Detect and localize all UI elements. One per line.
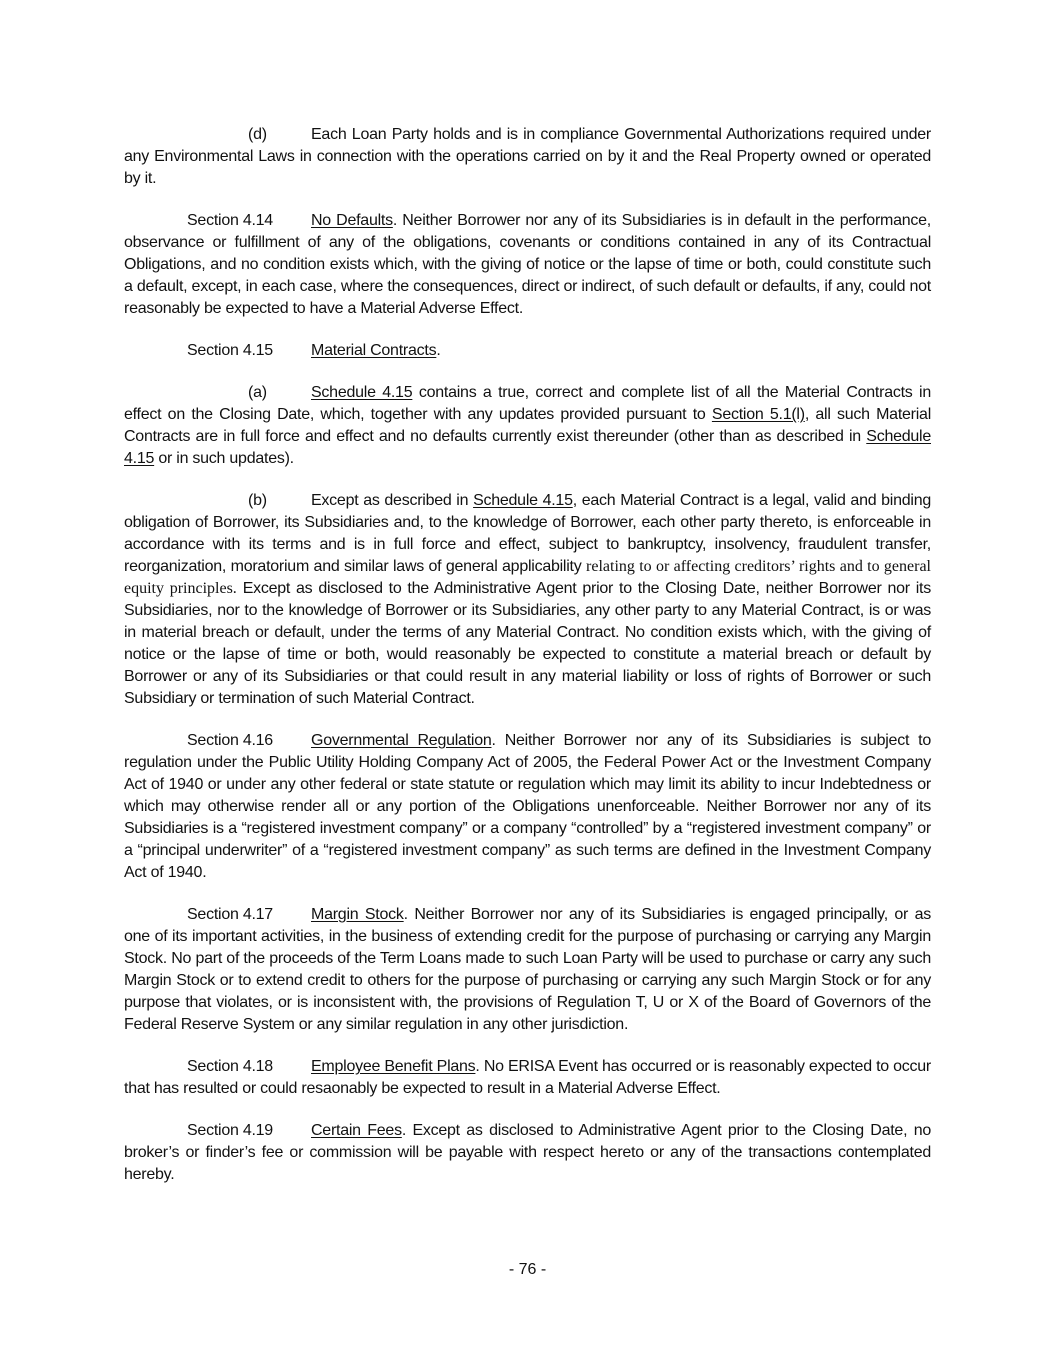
section-title: Certain Fees — [311, 1122, 402, 1139]
section-number: Section 4.14 — [187, 212, 273, 229]
section-number: Section 4.15 — [187, 342, 273, 359]
section-title: No Defaults — [311, 212, 393, 229]
clause-text: contains a true, correct and complete list of all the Material Contracts in effect on the Closing Date, which, together with any updates provided pursuant to — [124, 384, 931, 423]
clause-text: , each Material Contract is a legal, valid and binding obligation of Borrower, its Subsidiaries and, to the knowledge of Borrower, each other party thereto, is enforceable in accordance with its terms and is in full force and effect, subject to bankruptcy, insolvency, fraudulent transfer, reorganization, moratorium and similar laws of general applicability — [124, 492, 932, 575]
section-text: . Neither Borrower nor any of its Subsidiaries is subject to regulation under the Public Utility Holding Company Act of 2005, the Federal Power Act or the Investment Company Act of 1940 or under any other federal or state statute or regulation which may limit its ability to incur Indebtedness or which may otherwise render all or any portion of the Obligations unenforceable. Neither Borrower nor any of its Subsidiaries is a “registered investment company” or a company “controlled” by a “registered investment company” or a “principal underwriter” of a “registered investment company” as such terms are defined in the Investment Company Act of 1940. — [124, 732, 931, 881]
paragraph-b — [124, 490, 931, 710]
section-4-18 — [124, 1056, 931, 1100]
section-number: Section 4.19 — [187, 1122, 273, 1139]
schedule-reference: Schedule 4.15 — [124, 428, 931, 467]
schedule-reference: Schedule 4.15 — [473, 492, 573, 509]
document-page — [124, 124, 931, 1206]
paragraph-a — [124, 382, 931, 470]
section-4-15 — [124, 340, 931, 362]
schedule-reference: Schedule 4.15 — [311, 384, 413, 401]
section-4-17 — [124, 904, 931, 1036]
clause-text: or in such updates). — [154, 450, 294, 467]
clause-label: (b) — [248, 492, 267, 509]
section-number: Section 4.18 — [187, 1058, 273, 1075]
section-text: . — [436, 342, 441, 359]
section-title: Employee Benefit Plans — [311, 1058, 476, 1075]
clause-text: Each Loan Party holds and is in compliance Governmental Authorizations required under any Environmental Laws in connection with the operations carried on by it and the Real Property owned or operated by it. — [124, 126, 931, 187]
page-number: - 76 - — [508, 1261, 547, 1278]
clause-text: , all such Material Contracts are in full force and effect and no defaults currently exist thereunder (other than as described in — [124, 406, 932, 445]
clause-label: (a) — [248, 384, 267, 401]
section-title: Governmental Regulation — [311, 732, 492, 749]
section-reference: Section 5.1(l) — [711, 406, 805, 423]
paragraph-d — [124, 124, 931, 190]
section-text: . Neither Borrower nor any of its Subsidiaries is engaged principally, or as one of its important activities, in the business of extending credit for the purpose of purchasing or carrying any Margin Stock. No part of the proceeds of the Term Loans made to such Loan Party will be used to purchase or carry any such Margin Stock or to extend credit to others for the purpose of purchasing or carrying any such Margin Stock or for any purpose that violates, or is inconsistent with, the provisions of Regulation T, U or X of the Board of Governors of the Federal Reserve System or any similar regulation in any other jurisdiction. — [124, 906, 932, 1033]
section-text: . No ERISA Event has occurred or is reasonably expected to occur that has resulted or could resaonably be expected to result in a Material Adverse Effect. — [124, 1058, 931, 1097]
section-number: Section 4.17 — [187, 906, 273, 923]
section-number: Section 4.16 — [187, 732, 273, 749]
section-title: Margin Stock — [311, 906, 404, 923]
section-4-19 — [124, 1120, 931, 1186]
section-title: Material Contracts — [311, 342, 437, 359]
section-text: . Neither Borrower nor any of its Subsidiaries is in default in the performance, observance or fulfillment of any of the obligations, covenants or conditions contained in any of its Contractual Obligations, and no condition exists which, with the giving of notice or the lapse of time or both, could constitute such a default, except, in each case, where the consequences, direct or indirect, of such default or defaults, if any, could not reasonably be expected to have a Material Adverse Effect. — [124, 212, 931, 317]
clause-label: (d) — [248, 126, 267, 143]
clause-text-serif: relating to or affecting creditors’ rights and to general equity principles. — [124, 558, 931, 597]
section-4-14 — [124, 210, 931, 320]
section-4-16 — [124, 730, 931, 884]
clause-text: Except as described in — [311, 492, 474, 509]
clause-text: Except as disclosed to the Administrative Agent prior to the Closing Date, neither Borrower nor its Subsidiaries, nor to the knowledge of Borrower or its Subsidiaries, any other party to any Material Contract, is or was in material breach or default, under the terms of any Material Contract. No condition exists which, with the giving of notice or the lapse of time or both, would reasonably be expected to constitute a material breach or default by Borrower or any of its Subsidiaries or that could result in any material liability or loss of rights of Borrower or such Subsidiary or termination of such Material Contract. — [124, 580, 931, 707]
section-text: . Except as disclosed to Administrative Agent prior to the Closing Date, no broker’s or finder’s fee or commission will be payable with respect hereto or any of the transactions contemplated hereby. — [124, 1122, 931, 1183]
